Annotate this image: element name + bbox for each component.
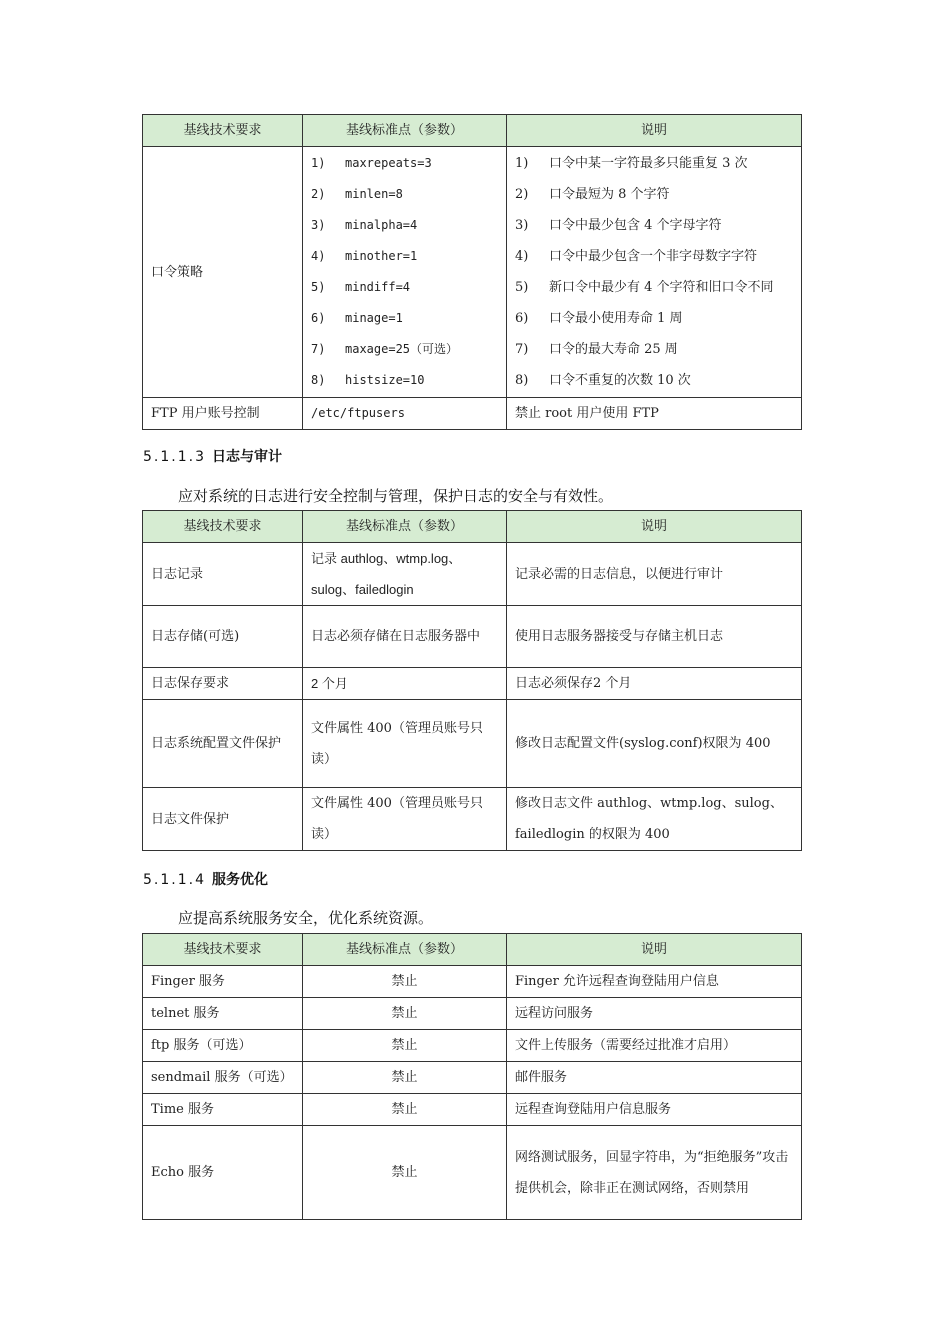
section-heading-log: 5.1.1.3 日志与审计 xyxy=(143,449,282,465)
param-item: minlen=8 xyxy=(345,187,403,201)
section-intro-service: 应提高系统服务安全，优化系统资源。 xyxy=(178,909,434,927)
table-row xyxy=(143,1126,802,1220)
row-parameter: 禁止 xyxy=(303,1094,507,1126)
row-description: 远程查询登陆用户信息服务 xyxy=(507,1094,802,1126)
row-parameter: 禁止 xyxy=(303,1030,507,1062)
row-parameter: 日志必须存储在日志服务器中 xyxy=(303,606,507,668)
header-requirement: 基线技术要求 xyxy=(143,115,303,147)
desc-item: 口令最短为 8 个字符 xyxy=(549,187,670,202)
row-requirement: Finger 服务 xyxy=(143,966,303,998)
row-description: 文件上传服务（需要经过批准才启用） xyxy=(507,1030,802,1062)
row-description: Finger 允许远程查询登陆用户信息 xyxy=(507,966,802,998)
table-row xyxy=(143,606,802,668)
row-requirement: Time 服务 xyxy=(143,1094,303,1126)
table-row xyxy=(143,966,802,998)
password-policy-table xyxy=(142,114,802,430)
header-requirement: 基线技术要求 xyxy=(143,934,303,966)
desc-item: 口令中某一字符最多只能重复 3 次 xyxy=(549,156,748,171)
table-header-row xyxy=(143,934,802,966)
param-item: mindiff=4 xyxy=(345,280,411,294)
row-parameter: 禁止 xyxy=(303,966,507,998)
table-row xyxy=(143,668,802,700)
desc-item: 口令中最少包含一个非字母数字字符 xyxy=(549,249,758,264)
row-requirement: Echo 服务 xyxy=(143,1126,303,1220)
table-row xyxy=(143,147,802,398)
header-parameter: 基线标准点（参数） xyxy=(303,511,507,543)
table-header-row xyxy=(143,115,802,147)
desc-item: 口令的最大寿命 25 周 xyxy=(549,342,678,357)
row-requirement: sendmail 服务（可选） xyxy=(143,1062,303,1094)
row-description: 记录必需的日志信息，以便进行审计 xyxy=(507,543,802,606)
header-requirement: 基线技术要求 xyxy=(143,511,303,543)
row-parameter: 文件属性 400（管理员账号只读） xyxy=(303,700,507,788)
row-requirement: 日志记录 xyxy=(143,543,303,606)
param-item: minother=1 xyxy=(345,249,418,263)
table-row xyxy=(143,398,802,430)
table-row xyxy=(143,1094,802,1126)
row-parameter: 2 个月 xyxy=(303,668,507,700)
param-item: histsize=10 xyxy=(345,373,425,387)
row-description: 禁止 root 用户使用 FTP xyxy=(507,398,802,430)
row-requirement: 日志存储(可选) xyxy=(143,606,303,668)
table-row xyxy=(143,998,802,1030)
header-description: 说明 xyxy=(507,934,802,966)
table-header-row xyxy=(143,511,802,543)
desc-item: 口令不重复的次数 10 次 xyxy=(549,373,691,388)
section-heading-service: 5.1.1.4 服务优化 xyxy=(143,872,268,888)
row-parameter: 文件属性 400（管理员账号只读） xyxy=(303,788,507,851)
row-requirement: 日志系统配置文件保护 xyxy=(143,700,303,788)
row-description: 邮件服务 xyxy=(507,1062,802,1094)
table-row xyxy=(143,1030,802,1062)
param-item: minage=1 xyxy=(345,311,403,325)
header-description: 说明 xyxy=(507,115,802,147)
param-item: maxage=25（可选） xyxy=(345,342,459,356)
row-parameter: 禁止 xyxy=(303,1126,507,1220)
row-description: 修改日志文件 authlog、wtmp.log、sulog、failedlogin 的权限为 400 xyxy=(507,788,802,851)
row-description: 修改日志配置文件(syslog.conf)权限为 400 xyxy=(507,700,802,788)
desc-list: 1) 口令中某一字符最多只能重复 3 次 2) 口令最短为 8 个字符 3) 口令中最少包含 4 个字母字符 4) 口令中最少包含一个非字母数字字符 5) 新口令中最少有 4 个字符和旧口令不同 6) 口令最小使用寿命 1 周 7) 口令的最大寿命 25 周 8) 口令不重复的次数 10 次 xyxy=(507,147,802,398)
row-parameter: /etc/ftpusers xyxy=(303,398,507,430)
desc-item: 口令最小使用寿命 1 周 xyxy=(549,311,683,326)
header-description: 说明 xyxy=(507,511,802,543)
row-description: 日志必须保存2 个月 xyxy=(507,668,802,700)
row-requirement: FTP 用户账号控制 xyxy=(143,398,303,430)
param-item: minalpha=4 xyxy=(345,218,418,232)
row-requirement: 日志保存要求 xyxy=(143,668,303,700)
log-audit-table xyxy=(142,510,802,851)
header-parameter: 基线标准点（参数） xyxy=(303,115,507,147)
row-requirement: telnet 服务 xyxy=(143,998,303,1030)
row-description: 远程访问服务 xyxy=(507,998,802,1030)
service-table xyxy=(142,933,802,1220)
row-description: 网络测试服务，回显字符串，为“拒绝服务”攻击提供机会，除非正在测试网络，否则禁用 xyxy=(507,1126,802,1220)
header-parameter: 基线标准点（参数） xyxy=(303,934,507,966)
row-requirement: 日志文件保护 xyxy=(143,788,303,851)
row-parameter: 禁止 xyxy=(303,1062,507,1094)
param-list: 1) maxrepeats=3 2) minlen=8 3) minalpha=4 4) minother=1 5) mindiff=4 6) minage=1 7) maxage=25（可选） 8) histsize=10 xyxy=(303,147,507,398)
row-requirement: 口令策略 xyxy=(143,147,303,398)
desc-item: 口令中最少包含 4 个字母字符 xyxy=(549,218,722,233)
param-item: maxrepeats=3 xyxy=(345,156,432,170)
desc-item: 新口令中最少有 4 个字符和旧口令不同 xyxy=(549,280,774,295)
row-description: 使用日志服务器接受与存储主机日志 xyxy=(507,606,802,668)
table-row xyxy=(143,788,802,851)
table-row xyxy=(143,1062,802,1094)
section-intro-log: 应对系统的日志进行安全控制与管理，保护日志的安全与有效性。 xyxy=(178,487,614,505)
row-requirement: ftp 服务（可选） xyxy=(143,1030,303,1062)
table-row xyxy=(143,700,802,788)
row-parameter: 记录 authlog、wtmp.log、sulog、failedlogin xyxy=(303,543,507,606)
row-parameter: 禁止 xyxy=(303,998,507,1030)
table-row xyxy=(143,543,802,606)
